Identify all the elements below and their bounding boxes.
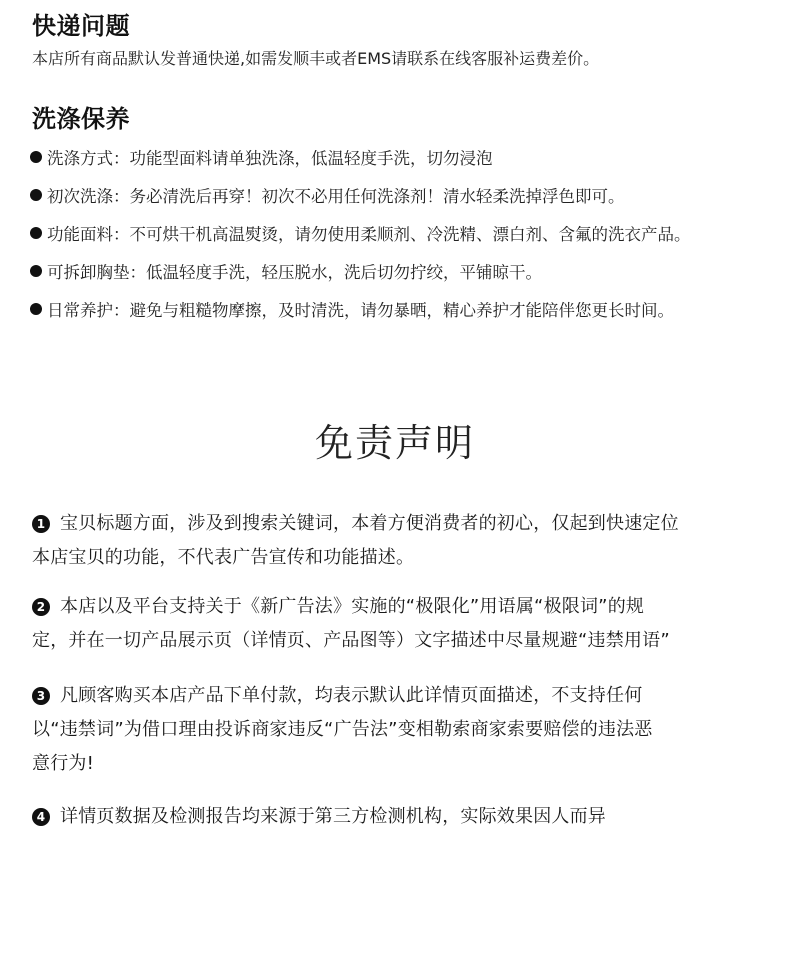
disclaimer-item-4-line-1	[32, 802, 606, 828]
wash-item-text: 初次洗涤：务必清洗后再穿！初次不必用任何洗涤剂！清水轻柔洗掉浮色即可。	[47, 187, 625, 206]
disclaimer-line-text: 本店以及平台支持关于《新广告法》实施的“极限化”用语属“极限词”的规	[60, 596, 645, 617]
shipping-text: 本店所有商品默认发普通快递,如需发顺丰或者EMS请联系在线客服补运费差价。	[32, 49, 600, 68]
wash-item	[30, 259, 542, 283]
disclaimer-item-3-line-1	[32, 681, 642, 707]
number-1-icon: 1	[32, 515, 50, 533]
disclaimer-line-text: 凡顾客购买本店产品下单付款，均表示默认此详情页面描述，不支持任何	[60, 685, 643, 706]
wash-item-text: 功能面料：不可烘干机高温熨烫，请勿使用柔顺剂、冷洗精、漂白剂、含氟的洗衣产品。	[47, 225, 691, 244]
number-4-icon: 4	[32, 808, 50, 826]
disclaimer-item-1-line-1	[32, 509, 679, 535]
bullet-icon	[30, 151, 42, 163]
disclaimer-title: 免责声明	[314, 421, 475, 465]
disclaimer-line-text: 宝贝标题方面，涉及到搜索关键词，本着方便消费者的初心，仅起到快速定位	[60, 513, 679, 534]
bullet-icon	[30, 265, 42, 277]
number-3-icon: 3	[32, 687, 50, 705]
shipping-title: 快递问题	[32, 12, 130, 40]
disclaimer-line-text: 详情页数据及检测报告均来源于第三方检测机构，实际效果因人而异	[60, 806, 606, 827]
bullet-icon	[30, 189, 42, 201]
number-2-icon: 2	[32, 598, 50, 616]
disclaimer-item-3-line-3: 意行为!	[32, 753, 95, 774]
wash-item	[30, 221, 691, 245]
wash-item	[30, 297, 674, 321]
bullet-icon	[30, 303, 42, 315]
wash-item	[30, 145, 493, 169]
wash-item-text: 可拆卸胸垫：低温轻度手洗，轻压脱水，洗后切勿拧绞，平铺晾干。	[47, 263, 542, 282]
washing-title: 洗涤保养	[32, 105, 130, 133]
wash-item	[30, 183, 625, 207]
wash-item-text: 洗涤方式：功能型面料请单独洗涤，低温轻度手洗，切勿浸泡	[47, 149, 493, 168]
disclaimer-item-1-line-2: 本店宝贝的功能，不代表广告宣传和功能描述。	[32, 547, 415, 568]
bullet-icon	[30, 227, 42, 239]
disclaimer-item-2-line-1	[32, 592, 644, 618]
wash-item-text: 日常养护：避免与粗糙物摩擦，及时清洗，请勿暴晒，精心养护才能陪伴您更长时间。	[47, 301, 674, 320]
disclaimer-item-2-line-2: 定，并在一切产品展示页（详情页、产品图等）文字描述中尽量规避“违禁用语”	[32, 630, 670, 651]
disclaimer-item-3-line-2: 以“违禁词”为借口理由投诉商家违反“广告法”变相勒索商家索要赔偿的违法恶	[32, 719, 653, 740]
